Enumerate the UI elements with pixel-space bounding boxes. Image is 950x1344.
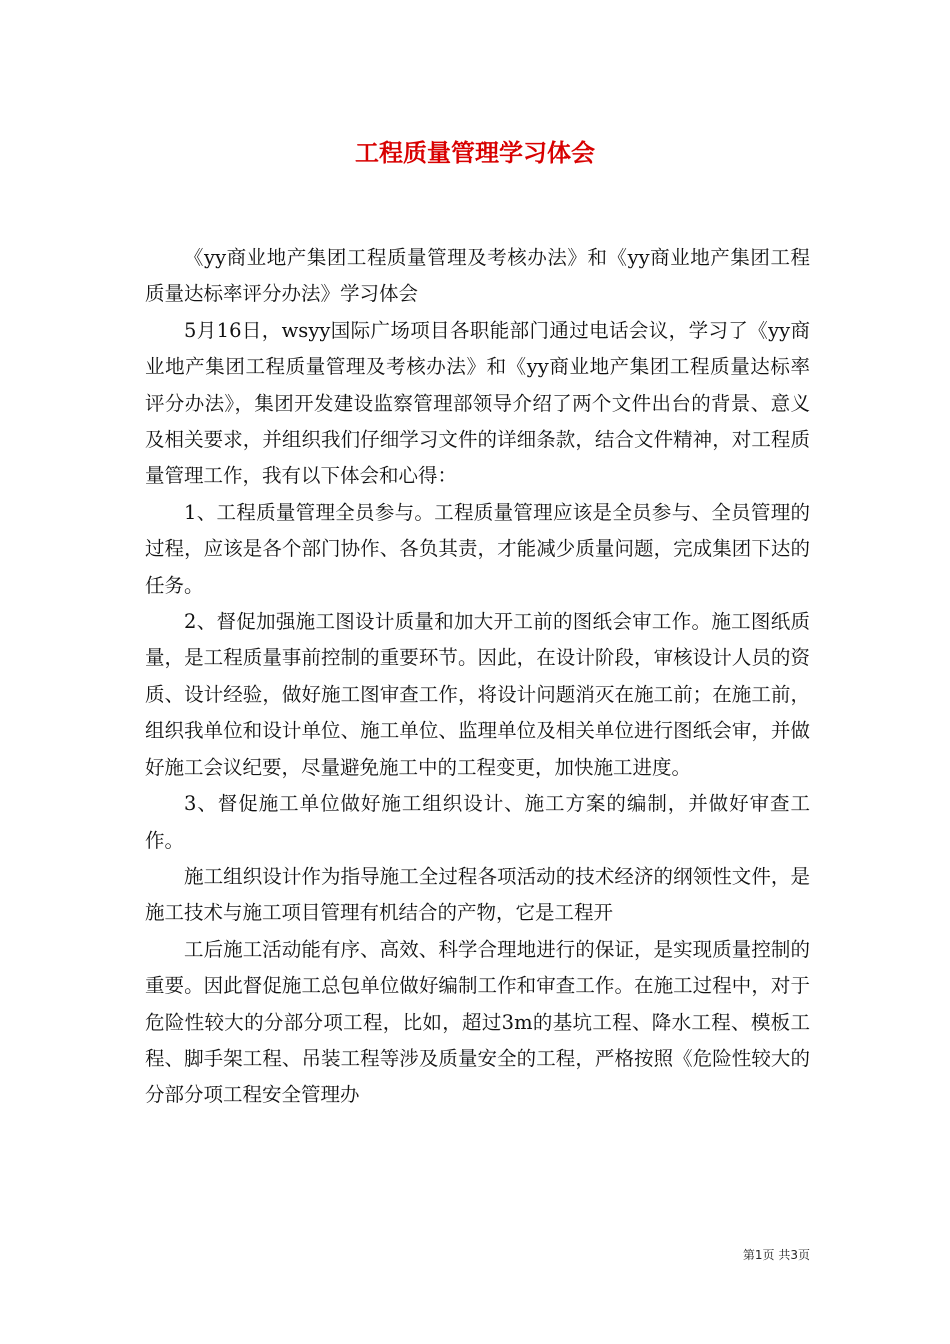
paragraph-meeting: 5月16日，wsyy国际广场项目各职能部门通过电话会议，学习了《yy商业地产集团工程质量管理及考核办法》和《yy商业地产集团工程质量达标率评分办法》，集团开发建设监察管理部领导介绍了两个文件出台的背景、意义及相关要求，并组织我们仔细学习文件的详细条款，结合文件精神，对工程质量管理工作，我有以下体会和心得： (145, 318, 810, 488)
paragraph-intro: 《yy商业地产集团工程质量管理及考核办法》和《yy商业地产集团工程质量达标率评分办法》学习体会 (145, 246, 810, 306)
page-title: 工程质量管理学习体会 (355, 138, 595, 167)
paragraph-quality-control: 工后施工活动能有序、高效、科学合理地进行的保证，是实现质量控制的重要。因此督促施工总包单位做好编制工作和审查工作。在施工过程中，对于危险性较大的分部分项工程，比如，超过3m的基坑工程、降水工程、模板工程、脚手架工程、吊装工程等涉及质量安全的工程，严格按照《危险性较大的分部分项工程安全管理办 (145, 937, 810, 1107)
paragraph-point-1: 1、工程质量管理全员参与。工程质量管理应该是全员参与、全员管理的过程，应该是各个部门协作、各负其责，才能减少质量问题，完成集团下达的任务。 (145, 500, 810, 597)
document-body (145, 240, 810, 1114)
page-number: 第1页 共3页 (742, 1248, 810, 1262)
paragraph-point-3: 3、督促施工单位做好施工组织设计、施工方案的编制，并做好审查工作。 (145, 792, 810, 852)
paragraph-point-2: 2、督促加强施工图设计质量和加大开工前的图纸会审工作。施工图纸质量，是工程质量事前控制的重要环节。因此，在设计阶段，审核设计人员的资质、设计经验，做好施工图审查工作，将设计问题消灭在施工前；在施工前，组织我单位和设计单位、施工单位、监理单位及相关单位进行图纸会审，并做好施工会议纪要，尽量避免施工中的工程变更，加快施工进度。 (145, 610, 810, 779)
paragraph-construction-design: 施工组织设计作为指导施工全过程各项活动的技术经济的纲领性文件，是施工技术与施工项目管理有机结合的产物，它是工程开 (145, 864, 810, 925)
